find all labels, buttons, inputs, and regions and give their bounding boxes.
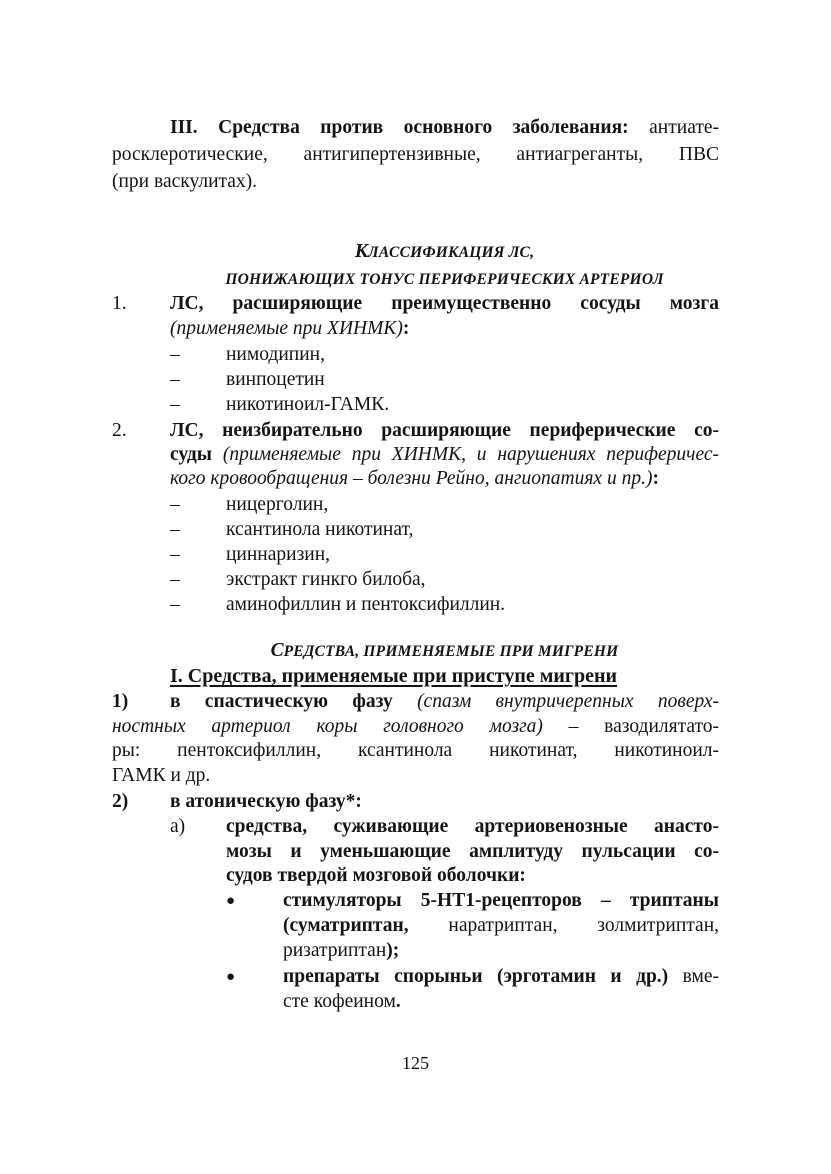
item1-dash-3: – — [170, 394, 180, 415]
item2-title-line2: суды (применяемые при ХИНМК, и нарушениях периферичес- — [170, 444, 720, 465]
item2-dash-1: – — [170, 494, 180, 515]
sub-a-line1: средства, суживающие артериовенозные анасто- — [226, 816, 719, 837]
migraine-item1-line2: ностных артериол коры головного мозга) – вазодилятато- — [112, 716, 720, 737]
item1-drug-1: нимодипин, — [226, 344, 325, 365]
item1-note: (применяемые при ХИНМК): — [170, 318, 410, 339]
item1-drug-3: никотиноил-ГАМК. — [226, 394, 390, 415]
bullet2-line2: сте кофеином. — [283, 991, 401, 1012]
item1-dash-2: – — [170, 369, 180, 390]
sub-a-letter: а) — [170, 816, 186, 837]
section3-line2: росклеротические, антигипертензивные, антиагреганты, ПВС — [112, 144, 719, 165]
page-number: 125 — [402, 1053, 429, 1073]
migraine-item1-line4: ГАМК и др. — [112, 765, 211, 786]
item2-note-line2: кого кровообращения – болезни Рейно, ангиопатиях и пр.): — [170, 468, 659, 489]
item2-drug-5: аминофиллин и пентоксифиллин. — [226, 594, 506, 615]
section3-line1-rest: антиате- — [649, 117, 720, 138]
item2-drug-4: экстракт гинкго билоба, — [226, 569, 426, 590]
section3-line3: (при васкулитах). — [112, 171, 258, 192]
classification-title-line2: ПОНИЖАЮЩИХ ТОНУС ПЕРИФЕРИЧЕСКИХ АРТЕРИОЛ — [225, 271, 664, 288]
classification-title-line1: КЛАССИФИКАЦИЯ ЛС, — [354, 241, 535, 262]
item1-drug-2: винпоцетин — [226, 369, 325, 390]
sub-a-line3: судов твердой мозговой оболочки: — [226, 865, 526, 886]
item1-dash-1: – — [170, 344, 180, 365]
item2-title-line1: ЛС, неизбирательно расширяющие периферические со- — [170, 420, 719, 441]
item2-dash-4: – — [170, 569, 180, 590]
item2-drug-3: циннаризин, — [226, 544, 331, 565]
bullet1-line3: ризатриптан); — [283, 940, 400, 961]
item2-drug-2: ксантинола никотинат, — [226, 519, 414, 540]
item2-drug-1: ницерголин, — [226, 494, 329, 515]
item2-number: 2. — [112, 420, 127, 441]
migraine-item1-line1: в спастическую фазу (спазм внутричерепных поверх- — [170, 691, 719, 712]
sub-a-line2: мозы и уменьшающие амплитуду пульсации со- — [226, 841, 719, 862]
migraine-item1-line3: ры: пентоксифиллин, ксантинола никотинат, никотиноил- — [112, 740, 719, 761]
bullet2-line1: препараты спорыньи (эрготамин и др.) вме- — [283, 966, 719, 987]
item2-dash-3: – — [170, 544, 180, 565]
bullet1-line2: (суматриптан, наратриптан, золмитриптан, — [283, 915, 720, 936]
section3-line1 — [170, 116, 719, 140]
item1-title: ЛС, расширяющие преимущественно сосуды мозга — [170, 293, 719, 314]
migraine-item2-number: 2) — [112, 791, 129, 812]
item2-dash-2: – — [170, 519, 180, 540]
migraine-subtitle: I. Средства, применяемые при приступе мигрени — [170, 665, 618, 687]
migraine-item2-lead: в атоническую фазу*: — [170, 791, 362, 812]
item1-number: 1. — [112, 293, 127, 314]
bullet1-line1: стимуляторы 5-НТ1-рецепторов – триптаны — [283, 890, 719, 911]
section3-lead: III. Средства против основного заболевания: — [170, 117, 629, 138]
migraine-title: СРЕДСТВА, ПРИМЕНЯЕМЫЕ ПРИ МИГРЕНИ — [270, 640, 619, 661]
bullet-icon: ● — [226, 969, 236, 985]
item2-dash-5: – — [170, 594, 180, 615]
migraine-item1-number: 1) — [112, 691, 129, 712]
bullet-icon: ● — [226, 893, 236, 909]
